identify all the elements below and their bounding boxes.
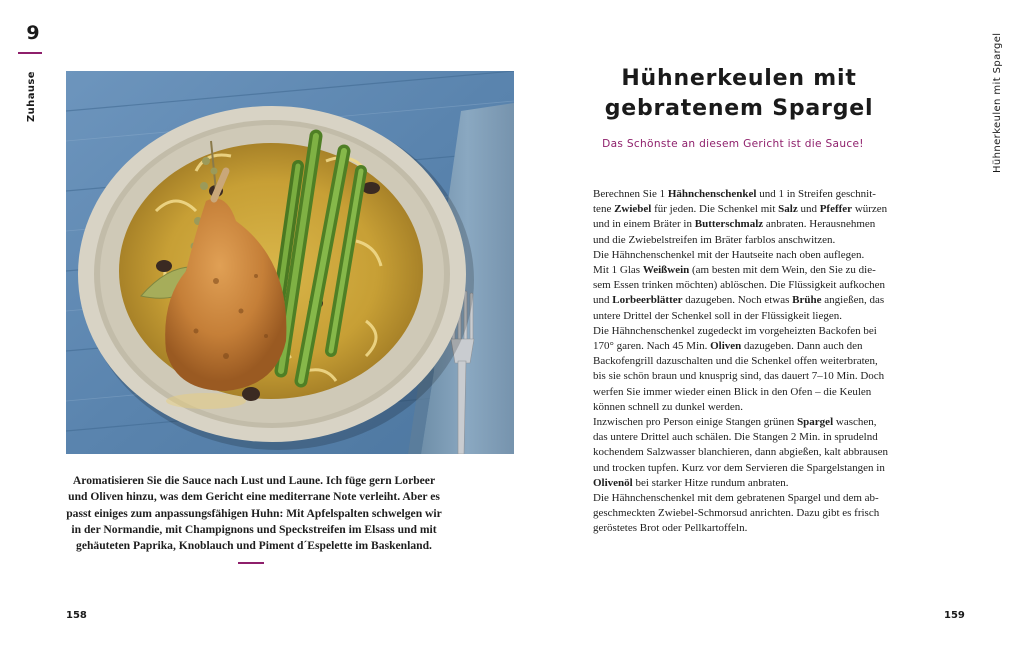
recipe-body-line <box>593 217 879 232</box>
recipe-body-line <box>593 339 879 354</box>
recipe-body-line <box>593 233 879 248</box>
page-number-left: 158 <box>66 610 87 621</box>
recipe-body-line <box>593 430 879 445</box>
recipe-body-line <box>593 521 879 536</box>
recipe-body-line <box>593 263 879 278</box>
ingredient-highlight: Salz <box>778 203 798 216</box>
recipe-text: und in einem Bräter in <box>593 218 695 231</box>
recipe-body-line <box>593 369 885 384</box>
recipe-text: Inzwischen pro Person einige Stangen grünen <box>593 416 798 429</box>
recipe-text: können schnell zu dunkel werden. <box>593 400 743 413</box>
recipe-text: angießen, das <box>821 294 885 307</box>
recipe-text: würzen <box>852 203 888 216</box>
chapter-label: Zuhause <box>26 71 37 122</box>
recipe-body-line <box>593 491 879 506</box>
recipe-title <box>595 64 883 124</box>
recipe-text: (am besten mit dem Wein, den Sie zu die- <box>689 264 876 277</box>
recipe-text: werfen Sie immer wieder einen Blick in den Ofen – die Keulen <box>593 385 872 398</box>
ingredient-highlight: Lorbeerblätter <box>612 294 683 307</box>
recipe-text: Die Hähnchenschenkel mit der Hautseite nach oben auflegen. <box>593 248 865 261</box>
recipe-text: untere Drittel der Schenkel soll in der Flüssigkeit liegen. <box>593 309 842 322</box>
recipe-text: Berechnen Sie 1 <box>593 188 668 200</box>
recipe-body-line <box>593 461 885 476</box>
recipe-text: Mit 1 Glas <box>593 264 643 277</box>
recipe-text: Backofengrill dazuschalten und die Schenkel offen weiterbraten, <box>593 355 878 368</box>
recipe-body-line <box>593 248 879 263</box>
recipe-body-line <box>593 445 889 460</box>
caption-line: und Oliven hinzu, was dem Gericht eine mediterrane Note verleiht. Aber es <box>68 490 440 504</box>
recipe-text: geschmeckten Zwiebel-Schmorsud anrichten. Dazu gibt es frisch <box>593 507 880 520</box>
recipe-text: und <box>797 203 820 216</box>
recipe-text: anbraten. Herausnehmen <box>763 218 876 231</box>
recipe-text: Die Hähnchenschenkel zugedeckt im vorgeheizten Backofen bei <box>593 324 877 337</box>
page-number-right: 159 <box>944 610 965 621</box>
ingredient-highlight: Spargel <box>797 416 834 429</box>
chapter-number: 9 <box>26 22 40 44</box>
ingredient-highlight: Oliven <box>710 340 742 353</box>
caption-line: in der Normandie, mit Champignons und Speckstreifen im Elsass und mit <box>71 522 437 536</box>
caption-line: gehäuteten Paprika, Knoblauch und Piment d´Espelette im Baskenland. <box>76 539 432 553</box>
recipe-text: für jeden. Die Schenkel mit <box>651 203 779 216</box>
ingredient-highlight: Brühe <box>792 294 822 307</box>
recipe-text: geröstetes Brot oder Pellkartoffeln. <box>593 522 748 535</box>
recipe-body-line <box>593 202 888 217</box>
recipe-text: waschen, <box>833 416 877 429</box>
recipe-text: und 1 in Streifen geschnit- <box>756 188 876 200</box>
recipe-body-line <box>593 324 879 339</box>
caption-line: passt einiges zum anpassungsfähigen Huhn: Mit Apfelspalten schwelgen wir <box>66 506 442 520</box>
recipe-body-line <box>593 415 879 430</box>
recipe-body-line <box>593 400 879 415</box>
recipe-text: das untere Drittel auch schälen. Die Stangen 2 Min. in sprudelnd <box>593 431 878 444</box>
recipe-body <box>593 187 889 537</box>
recipe-body-line <box>593 476 879 491</box>
recipe-text: Die Hähnchenschenkel mit dem gebratenen Spargel und dem ab- <box>593 492 879 505</box>
recipe-text: dazugeben. Dann auch den <box>741 340 863 353</box>
recipe-text: und die Zwiebelstreifen im Bräter farblos anschwitzen. <box>593 233 836 246</box>
recipe-text: tene <box>593 203 615 216</box>
recipe-text: 170° garen. Nach 45 Min. <box>593 340 711 353</box>
title-line: Hühnerkeulen mit <box>621 66 857 91</box>
recipe-body-line <box>593 309 879 324</box>
recipe-text: sem Essen trinken möchten) ablöschen. Die Flüssigkeit aufkochen <box>593 279 886 292</box>
ingredient-highlight: Olivenöl <box>593 476 633 489</box>
recipe-body-line <box>593 354 879 369</box>
recipe-text: bei starker Hitze rundum anbraten. <box>632 476 789 489</box>
ingredient-highlight: Pfeffer <box>819 203 853 216</box>
recipe-subtitle: Das Schönste an diesem Gericht ist die Sauce! <box>602 138 864 150</box>
recipe-text: bis sie schön braun und knusprig sind, das dauert 7–10 Min. Doch <box>593 370 885 383</box>
photo-caption <box>66 473 442 554</box>
recipe-body-line <box>593 187 879 202</box>
recipe-text: und <box>593 294 613 307</box>
recipe-text: kochendem Salzwasser blanchieren, dann abgießen, kalt abbrausen <box>593 446 889 459</box>
recipe-body-line <box>593 506 879 521</box>
ingredient-highlight: Weißwein <box>642 264 690 277</box>
recipe-body-line <box>593 385 879 400</box>
title-line: gebratenem Spargel <box>604 96 874 121</box>
caption-rule <box>238 562 264 564</box>
dish-photo <box>66 71 514 454</box>
ingredient-highlight: Zwiebel <box>614 203 652 216</box>
ingredient-highlight: Hähnchenschenkel <box>667 188 757 200</box>
caption-line: Aromatisieren Sie die Sauce nach Lust und Laune. Ich füge gern Lorbeer <box>72 474 436 487</box>
recipe-side-label: Hühnerkeulen mit Spargel <box>992 32 1003 173</box>
chapter-rule <box>18 52 42 54</box>
ingredient-highlight: Butterschmalz <box>694 218 764 231</box>
recipe-body-line <box>593 278 886 293</box>
recipe-text: dazugeben. Noch etwas <box>682 294 793 307</box>
recipe-text: und trocken tupfen. Kurz vor dem Servieren die Spargelstangen in <box>593 461 885 474</box>
recipe-body-line <box>593 293 885 308</box>
